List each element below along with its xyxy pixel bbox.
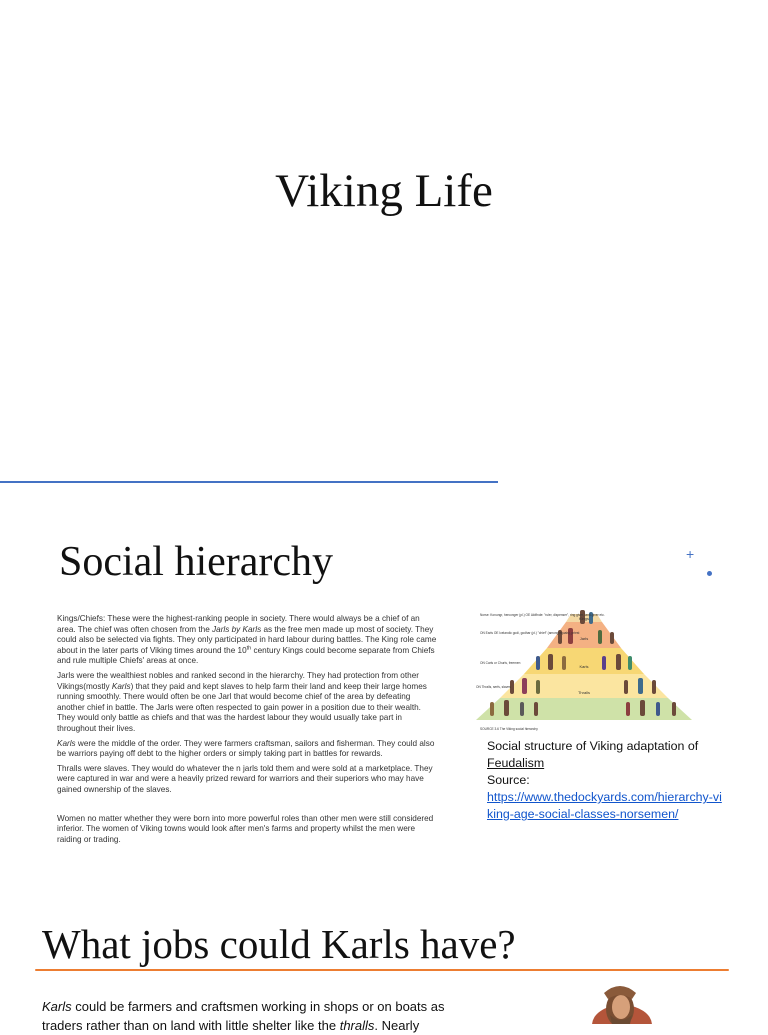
pyramid-note-karls: ON Carls or Churls, freemen (480, 661, 521, 665)
pyramid-note-jarls: ON Earls OE Icelandic godi, godhar (pl.) "chief" (among equals), priest (480, 631, 580, 635)
pyramid-caption (487, 738, 727, 823)
viking-portrait-image (574, 985, 670, 1024)
source-label: Source: (487, 773, 530, 787)
pyramid-label-jarls: Jarls (579, 636, 589, 641)
kings-paragraph: Kings/Chiefs: These were the highest-ranking people in society. There would always be a chief of an area. The chief was often chosen from the Jarls by Karls as the free men made up most of society. They could also be selected via fights. They only participated in hard labour during battles. The King role came about in the later parts of Viking times around the 10th century Kings could become separate from Chiefs and rule multiple Chiefs' areas at once. (57, 614, 437, 666)
karls-paragraph: Karls were the middle of the order. They were farmers craftsman, sailors and fisherman. They could also be warriors paying off debt to the higher orders or simply taking part in battles for rewards. (57, 738, 435, 759)
jarls-paragraph: Jarls were the wealthiest nobles and ranked second in the hierarchy. They had protection from other Vikings(mostly Karls) that they paid and kept slaves to help farm their land and keep their large homes running smoothly. There would often be one Jarl that would become chief of the area by defeating another chief in battle. The Jarls were often respected to gain power in a position due to their wealth. They would only battle as chiefs and that was the hardest labour they would usually take part in throughout their lives. (57, 670, 427, 733)
social-pyramid-image (476, 606, 702, 734)
title-underline (35, 969, 729, 971)
pyramid-note-thralls: ON Thralls, serfs, slaves (476, 685, 511, 689)
plus-decoration-icon: + (686, 546, 695, 562)
slide-divider (0, 481, 498, 483)
pyramid-label-kings: Kings (578, 616, 590, 621)
social-hierarchy-text (57, 614, 437, 849)
women-paragraph: Women no matter whether they were born into more powerful roles than other men were still considered inferior. The women of Viking towns would look after men's farms and property whilst the men were raiding or trading. (57, 813, 434, 844)
karls-jobs-text: Karls could be farmers and craftsmen working in shops or on boats as traders rather than on land with little shelter like the thralls. Nearly (42, 999, 445, 1033)
feudalism-link-text[interactable]: Feudalism (487, 756, 545, 770)
slide-title-social-hierarchy: Social hierarchy (59, 539, 334, 585)
pyramid-footnote: SOURCE 3.6 The Viking social hierarchy (480, 727, 538, 731)
slide-title-karls-jobs: What jobs could Karls have? (42, 921, 516, 967)
pyramid-label-karls: Karls (579, 664, 589, 669)
slide-title-viking-life: Viking Life (275, 165, 493, 217)
thralls-paragraph: Thralls were slaves. They would do whatever the n jarls told them and were sold at a marketplace. They were captured in war and were a heavily prized reward for warriors and their superiors who may have gained ownership of the slaves. (57, 763, 433, 794)
caption-line: Social structure of Viking adaptation of (487, 739, 699, 753)
source-link[interactable]: https://www.thedockyards.com/hierarchy-viking-age-social-classes-norsemen/ (487, 790, 722, 821)
pyramid-label-thralls: Thralls (577, 690, 591, 695)
pyramid-note-kings: Norse: Konungr, herconger (pl.) OE Aldfinde: "ruler, dispenser", ring giver, land-giver etc. (480, 613, 605, 617)
dot-decoration-icon (707, 571, 712, 576)
pyramid-jarls-band (524, 648, 644, 674)
